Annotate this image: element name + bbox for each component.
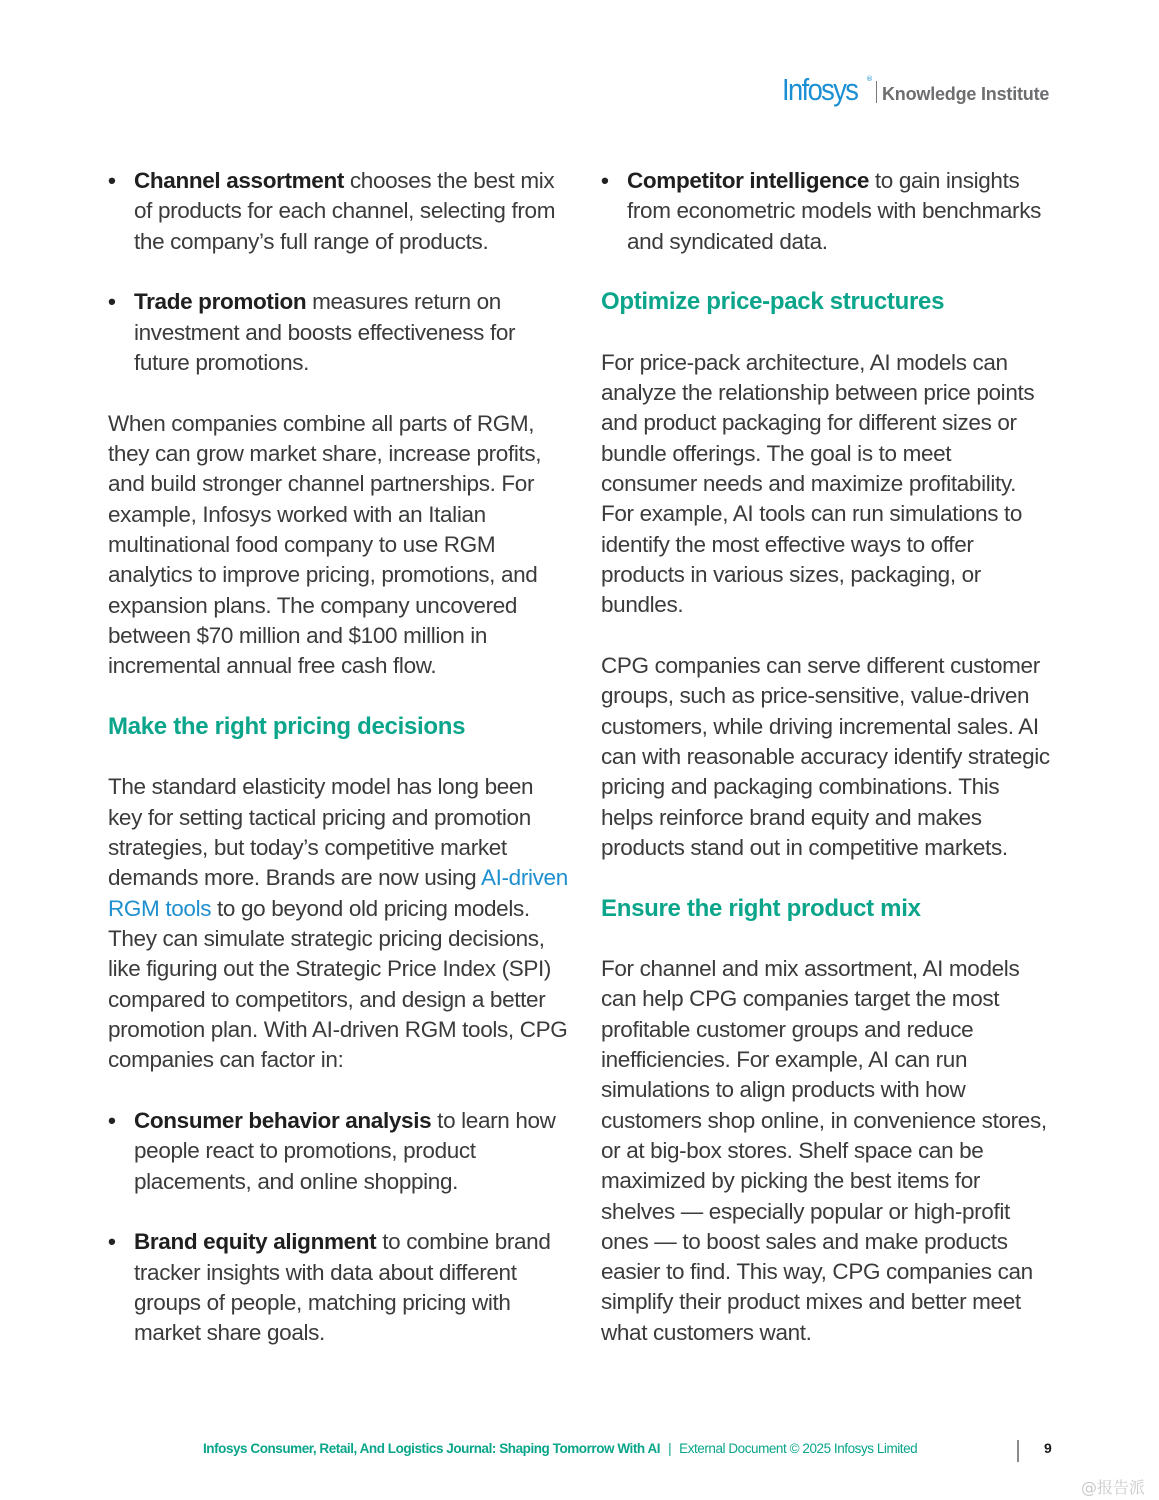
footer-journal-title: Infosys Consumer, Retail, And Logistics Journal: Shaping Tomorrow With AI [203,1441,661,1456]
right-column [601,166,1051,1348]
bullet-term: Brand equity alignment [134,1229,377,1255]
bullet-consumer-behavior [108,1106,568,1197]
infosys-logo [782,72,873,108]
heading-price-pack: Optimize price-pack structures [601,288,945,316]
bullet-icon: • [601,168,609,193]
bullet-icon: • [108,168,116,193]
bullet-trade-promotion [108,287,568,378]
bullet-brand-equity [108,1227,568,1348]
page-number-divider [1017,1440,1019,1462]
bullet-term: Trade promotion [134,289,307,315]
paragraph-text: to go beyond old pricing models. They can simulate strategic pricing decisions, like figuring out the Strategic Price Index (SPI) compared to competitors, and design a better promotion plan. With AI-driven RGM tools, CPG companies can factor in: [108,895,568,1073]
ai-driven-rgm-tools-link[interactable]: AI-driven RGM tools [108,865,568,921]
paragraph-pricing [108,772,568,1075]
left-column [108,166,568,1349]
registered-mark-icon: ® [866,75,873,83]
logo-divider [876,81,877,103]
bullet-term: Channel assortment [134,168,344,193]
watermark: @报告派 [1081,1478,1146,1497]
footer [203,1441,917,1456]
footer-separator: | [668,1441,672,1456]
knowledge-institute-label: Knowledge Institute [882,84,1050,104]
paragraph-cpg-groups: CPG companies can serve different customer groups, such as price-sensitive, value-driven customers, while driving incremental sales. AI can with reasonable accuracy identify strategic pricing and packaging combinations. This helps reinforce brand equity and makes products stand out in competitive markets. [601,653,1050,860]
bullet-text: chooses the best mix of products for each channel, selecting from the company’s full range of products. [134,168,556,254]
bullet-icon: • [108,1107,116,1133]
bullet-term: Consumer behavior analysis [134,1107,432,1133]
bullet-channel-assortment [108,166,568,257]
page-number: 9 [1044,1440,1052,1456]
bullet-text: to combine brand tracker insights with data about different groups of people, matching pricing with market share goals. [134,1229,551,1346]
logo-wordmark: Infosys [782,72,858,107]
paragraph-product-mix: For channel and mix assortment, AI models can help CPG companies target the most profitable customer groups and reduce inefficiencies. For example, AI can run simulations to align products with how customers shop online, in convenience stores, or at big-box stores. Shelf space can be maximized by picking the best items for shelves — especially popular or high-profit ones — to boost sales and make products easier to find. This way, CPG companies can simplify their product mixes and better meet what customers want. [601,956,1047,1345]
bullet-text: to learn how people react to promotions, product placements, and online shopping. [134,1107,556,1194]
paragraph-price-pack: For price-pack architecture, AI models can analyze the relationship between price points and product packaging for different sizes or bundle offerings. The goal is to meet consumer needs and maximize profitability. For example, AI tools can run simulations to identify the most effective ways to offer products in various sizes, packaging, or bundles. [601,349,1035,618]
paragraph-rgm-results: When companies combine all parts of RGM, they can grow market share, increase profits, and build stronger channel partnerships. For example, Infosys worked with an Italian multinational food company to use RGM analytics to improve pricing, promotions, and expansion plans. The company uncovered between $70 million and $100 million in incremental annual free cash flow. [108,410,542,679]
bullet-term: Competitor intelligence [627,168,869,193]
bullet-icon: • [108,1229,116,1255]
bullet-text: to gain insights from econometric models with benchmarks and syndicated data. [627,168,1042,254]
bullet-competitor-intelligence [601,166,1051,257]
footer-copyright: External Document © 2025 Infosys Limited [679,1441,918,1456]
bullet-icon: • [108,289,116,315]
paragraph-text: The standard elasticity model has long been key for setting tactical pricing and promotion strategies, but today’s competitive market demands more. Brands are now using [108,774,534,891]
heading-product-mix: Ensure the right product mix [601,894,921,922]
heading-pricing-decisions: Make the right pricing decisions [108,712,466,740]
bullet-text: measures return on investment and boosts effectiveness for future promotions. [134,289,516,375]
